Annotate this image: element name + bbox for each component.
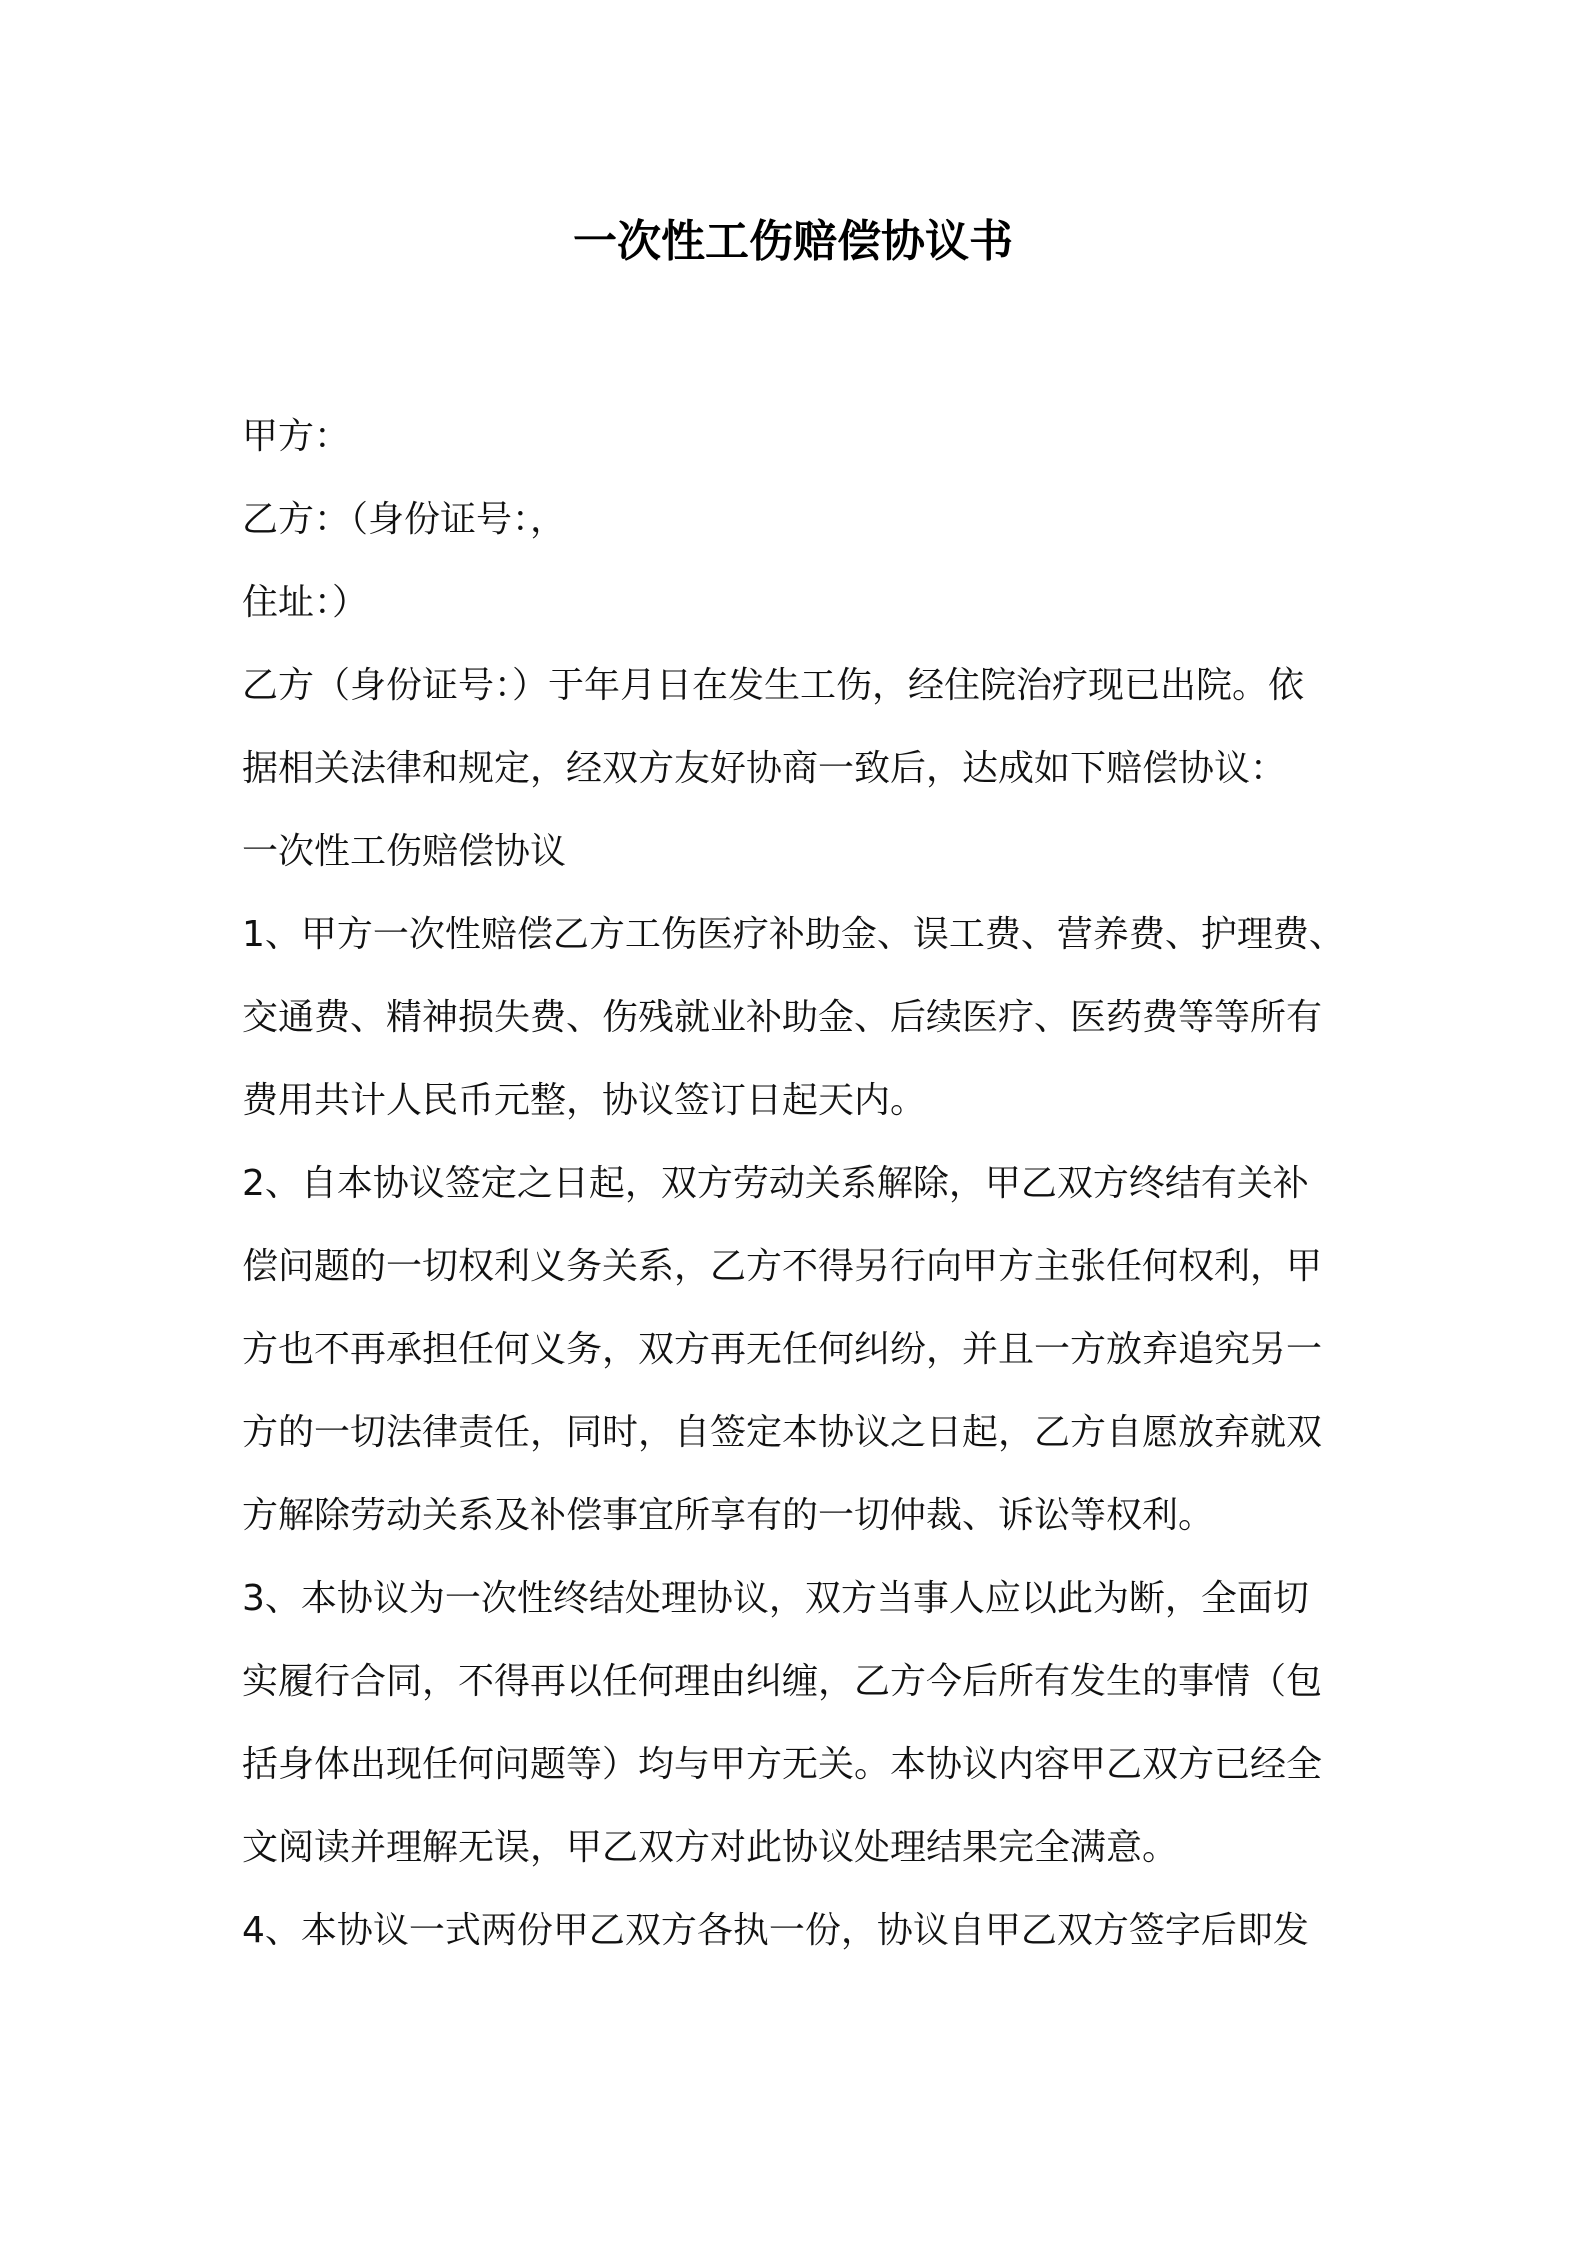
document-body — [242, 395, 1362, 1972]
address-line: 住址：） — [242, 582, 369, 623]
party-a-line: 甲方： — [242, 416, 351, 457]
clause-3-line-3: 括身体出现任何问题等）均与甲方无关。本协议内容甲乙双方已经全 — [242, 1744, 1323, 1785]
clause-2-line-5: 方解除劳动关系及补偿事宜所享有的一切仲裁、诉讼等权利。 — [242, 1495, 1215, 1536]
clause-2-line-2: 偿问题的一切权利义务关系，乙方不得另行向甲方主张任何权利，甲 — [242, 1246, 1323, 1287]
clause-4-line-1: 4、本协议一式两份甲乙双方各执一份，协议自甲乙双方签字后即发 — [242, 1910, 1309, 1951]
clause-2-line-1: 2、自本协议签定之日起，双方劳动关系解除，甲乙双方终结有关补 — [242, 1163, 1309, 1204]
intro-paragraph-line-1: 乙方（身份证号：）于年月日在发生工伤，经住院治疗现已出院。依 — [242, 665, 1305, 706]
clause-1-line-3: 费用共计人民币元整，协议签订日起天内。 — [242, 1080, 927, 1121]
clause-1-line-2: 交通费、精神损失费、伤残就业补助金、后续医疗、医药费等等所有 — [242, 997, 1323, 1038]
clause-1-line-1: 1、甲方一次性赔偿乙方工伤医疗补助金、误工费、营养费、护理费、 — [242, 914, 1345, 955]
clause-3-line-4: 文阅读并理解无误，甲乙双方对此协议处理结果完全满意。 — [242, 1827, 1179, 1868]
clause-3-line-1: 3、本协议为一次性终结处理协议，双方当事人应以此为断，全面切 — [242, 1578, 1309, 1619]
party-b-line: 乙方：（身份证号：， — [242, 499, 567, 540]
clause-3-line-2: 实履行合同，不得再以任何理由纠缠，乙方今后所有发生的事情（包 — [242, 1661, 1323, 1702]
clause-2-line-3: 方也不再承担任何义务，双方再无任何纠纷，并且一方放弃追究另一 — [242, 1329, 1323, 1370]
document-title: 一次性工伤赔偿协议书 — [573, 216, 1013, 267]
clause-2-line-4: 方的一切法律责任，同时，自签定本协议之日起，乙方自愿放弃就双 — [242, 1412, 1323, 1453]
intro-paragraph-line-2: 据相关法律和规定，经双方友好协商一致后，达成如下赔偿协议： — [242, 748, 1287, 789]
section-heading: 一次性工伤赔偿协议 — [242, 831, 567, 872]
